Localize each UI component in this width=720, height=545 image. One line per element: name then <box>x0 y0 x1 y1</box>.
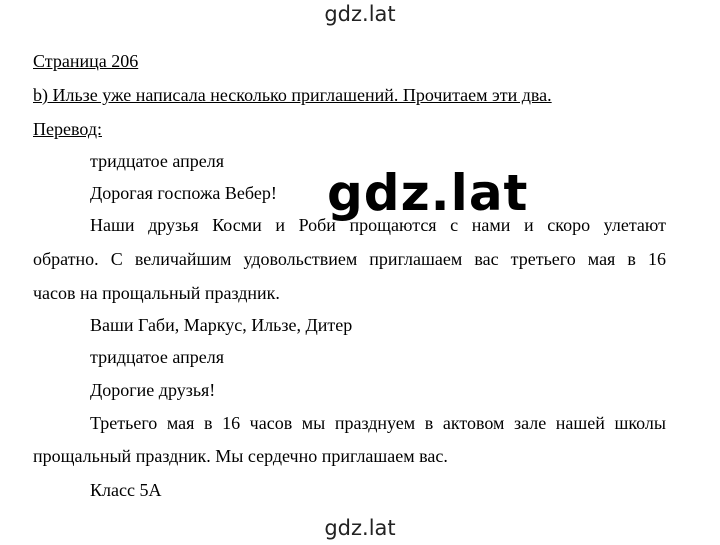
letter2-body-line2: прощальный праздник. Мы сердечно приглашаем вас. <box>33 446 448 466</box>
task-line: b) Ильзе уже написала несколько приглашений. Прочитаем эти два. <box>33 85 552 105</box>
letter2-greeting: Дорогие друзья! <box>90 380 216 400</box>
letter1-body-line3: часов на прощальный праздник. <box>33 283 280 303</box>
letter1-body-line2: обратно. С величайшим удовольствием приглашаем вас третьего мая в 16 <box>33 249 666 269</box>
letter1-body-line1: Наши друзья Косми и Роби прощаются с нами и скоро улетают <box>90 215 666 235</box>
watermark-top: gdz.lat <box>324 2 396 26</box>
translation-label: Перевод: <box>33 119 102 139</box>
letter1-signature: Ваши Габи, Маркус, Ильзе, Дитер <box>90 315 353 335</box>
letter2-date: тридцатое апреля <box>90 347 225 367</box>
letter1-greeting: Дорогая госпожа Вебер! <box>90 183 277 203</box>
letter1-date: тридцатое апреля <box>90 151 225 171</box>
page-label: Страница 206 <box>33 51 139 71</box>
letter2-signature: Класс 5А <box>90 480 162 500</box>
watermark-bottom: gdz.lat <box>324 516 396 540</box>
watermark-center: gdz.lat <box>327 164 529 222</box>
letter2-body-line1: Третьего мая в 16 часов мы празднуем в актовом зале нашей школы <box>90 413 666 433</box>
